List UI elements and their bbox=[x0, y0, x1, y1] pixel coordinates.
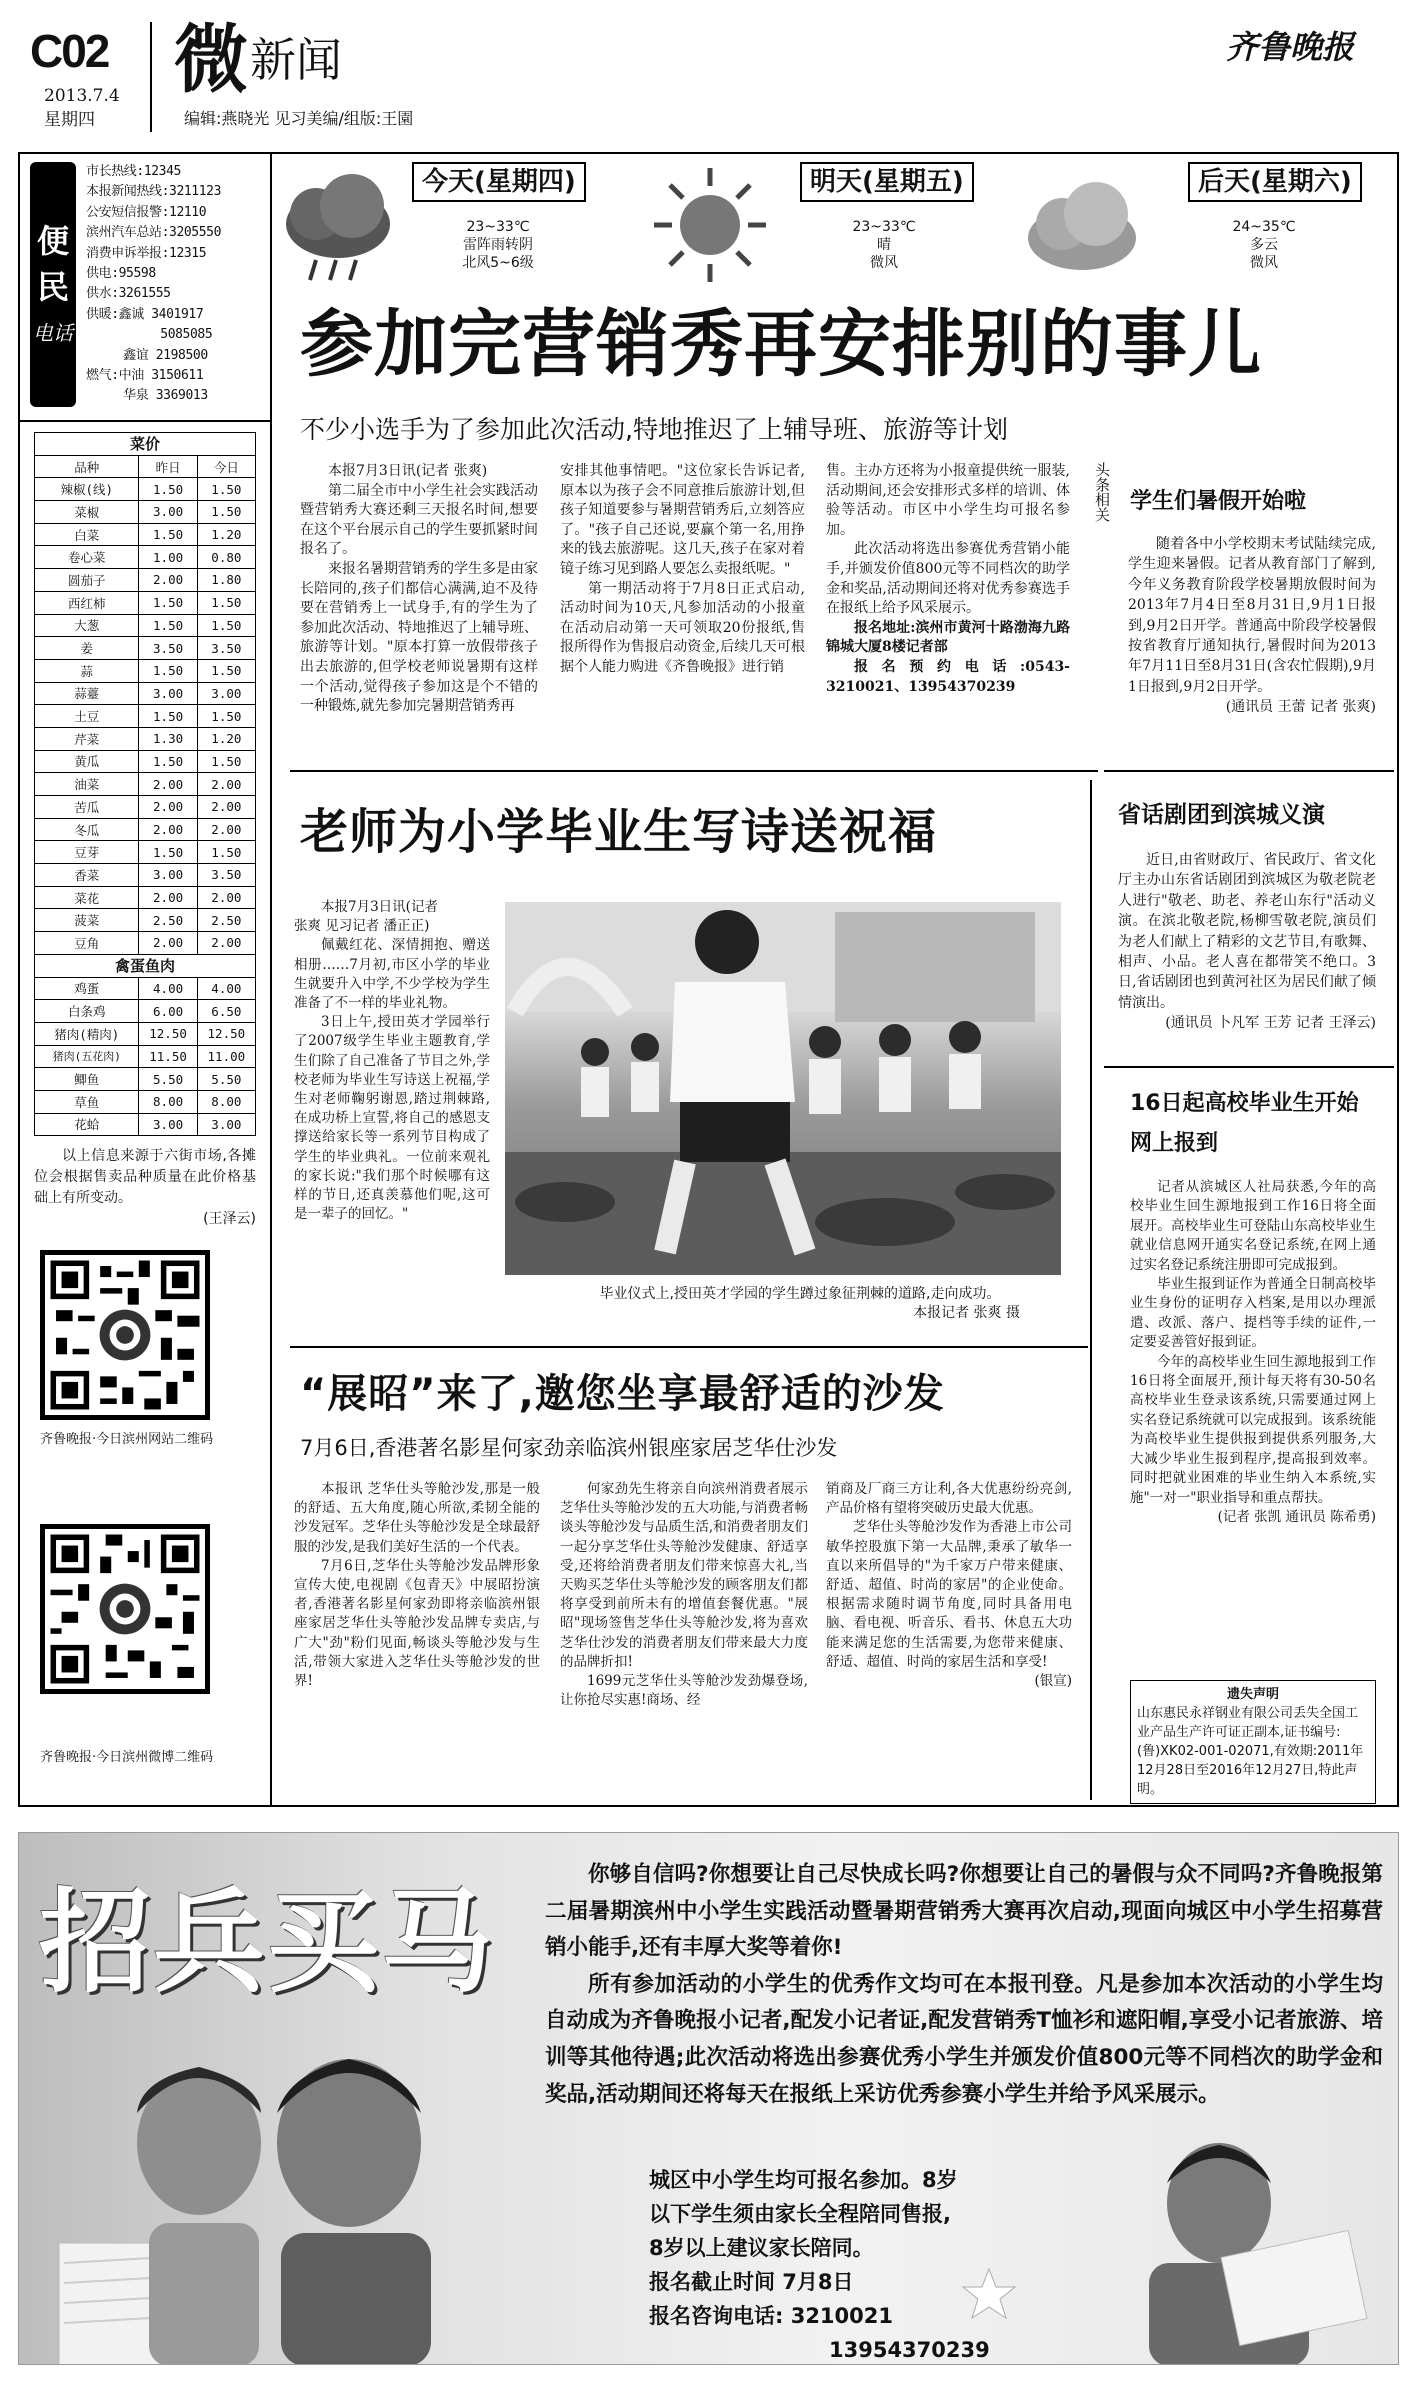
notice-title: 遗失声明 bbox=[1226, 1687, 1279, 1702]
cell: 土豆 bbox=[35, 705, 139, 728]
cell: 3.00 bbox=[139, 682, 197, 705]
weather-day-label: 今天(星期四) bbox=[412, 162, 586, 202]
table-row bbox=[35, 796, 256, 819]
graduation-photo-image bbox=[505, 902, 1061, 1275]
lead-paragraph: 第二届全市中小学生社会实践活动暨营销秀大赛还剩三天报名时间,想要在这个平台展示自己的学生要抓紧时间报名了。 bbox=[300, 482, 538, 558]
cell: 蒜薹 bbox=[35, 682, 139, 705]
cell: 3.00 bbox=[139, 864, 197, 887]
table-row bbox=[35, 1068, 256, 1091]
cell: 5.50 bbox=[197, 1068, 255, 1091]
cell: 2.00 bbox=[139, 932, 197, 955]
lead-col-3 bbox=[826, 462, 1070, 697]
weather-cond: 雷阵雨转阴 bbox=[463, 237, 533, 253]
sofa-paragraph: 本报讯 芝华仕头等舱沙发,那是一般的舒适、五大角度,随心所欲,柔韧全能的沙发冠军。芝华仕头等舱沙发是全球最舒服的沙发,是我们美好生活的一个代表。 bbox=[294, 1481, 540, 1555]
grad-body bbox=[1130, 1178, 1376, 1527]
qr-code-icon bbox=[45, 1255, 205, 1415]
cell: 3.00 bbox=[139, 501, 197, 524]
cell: 猪肉(五花肉) bbox=[35, 1045, 139, 1068]
cell: 6.00 bbox=[139, 1000, 197, 1023]
cell: 3.00 bbox=[139, 1113, 197, 1136]
ad-paragraph: 你够自信吗?你想要让自己尽快成长吗?你想要让自己的暑假与众不同吗?齐鲁晚报第二届暑期滨州中小学生实践活动暨暑期营销秀大赛再次启动,现面向城区中小学生招募营销小能手,还有丰厚大奖等着你! bbox=[545, 1862, 1383, 1961]
table-row bbox=[35, 1113, 256, 1136]
sofa-col-2 bbox=[560, 1480, 808, 1710]
grad-byline: (记者 张凯 通讯员 陈希勇) bbox=[1217, 1508, 1376, 1525]
cell: 1.50 bbox=[139, 523, 197, 546]
cell: 草鱼 bbox=[35, 1090, 139, 1113]
weibo-qr-code[interactable] bbox=[40, 1524, 210, 1694]
cell: 豆芽 bbox=[35, 841, 139, 864]
sofa-headline: “展昭”来了,邀您坐享最舒适的沙发 bbox=[300, 1371, 945, 1417]
lead-col-1 bbox=[300, 462, 538, 717]
table-row bbox=[35, 977, 256, 1000]
table-row bbox=[35, 727, 256, 750]
cell: 1.50 bbox=[197, 614, 255, 637]
lead-headline: 参加完营销秀再安排别的事儿 bbox=[300, 302, 1262, 387]
lead-paragraph: 第一期活动将于7月8日正式启动,活动时间为10天,凡参加活动的小报童在活动启动第一天可领取20份报纸,售报所得作为售报启动资金,后续几天可根据个人能力购进《齐鲁晚报》进行销 bbox=[560, 580, 805, 675]
teacher-divider bbox=[290, 1346, 1088, 1348]
weekday-text: 星期四 bbox=[44, 110, 95, 130]
lead-col-2 bbox=[560, 462, 805, 678]
section-logo-rest: 新闻 bbox=[250, 33, 342, 87]
photo-caption-text: 毕业仪式上,授田英才学园的学生蹲过象征荆棘的道路,走向成功。 bbox=[599, 1286, 1001, 1302]
drama-body bbox=[1118, 850, 1376, 1034]
bianmin-bottom-divider bbox=[20, 420, 272, 422]
date-text: 2013.7.4 bbox=[44, 86, 120, 106]
sofa-paragraph: 销商及厂商三方让利,各大优惠纷纷亮剑,产品价格有望将突破历史最大优惠。 bbox=[826, 1481, 1072, 1517]
weather-day-label: 后天(星期六) bbox=[1188, 162, 1362, 202]
table-row bbox=[35, 569, 256, 592]
table-row bbox=[35, 773, 256, 796]
table-row bbox=[35, 841, 256, 864]
weather-info bbox=[774, 218, 994, 272]
cell: 香菜 bbox=[35, 864, 139, 887]
cell: 豆角 bbox=[35, 932, 139, 955]
cell: 苦瓜 bbox=[35, 796, 139, 819]
cell: 8.00 bbox=[139, 1090, 197, 1113]
phone-line: 燃气:中油 3150611 bbox=[86, 368, 204, 384]
right-column-divider bbox=[1090, 780, 1092, 1800]
cell: 2.00 bbox=[197, 886, 255, 909]
cell: 3.00 bbox=[197, 682, 255, 705]
market-note bbox=[34, 1146, 256, 1230]
cell: 1.50 bbox=[197, 841, 255, 864]
cell: 6.50 bbox=[197, 1000, 255, 1023]
left-column-divider bbox=[270, 420, 272, 1805]
lead-divider bbox=[290, 770, 1098, 772]
grad-paragraph: 今年的高校毕业生回生源地报到工作16日将全面展开,预计每天将有30-50名高校毕业生登录该系统,只需要通过网上实名登记系统就可以完成报到。该系统能为高校毕业生提供报到提供系列服务,大大减少毕业生报到程序,提高报到效率。同时把就业困难的毕业生纳入本系统,实施"一对一"职业指导和重点帮扶。 bbox=[1130, 1353, 1376, 1506]
drama-headline: 省话剧团到滨城义演 bbox=[1118, 802, 1325, 828]
teacher-paragraph: 3日上午,授田英才学园举行了2007级学生毕业主题教育,学生们除了自己准备了节目之外,学校老师为毕业生写诗送上祝福,学生对老师鞠躬谢恩,踏过荆棘路,在成功桥上宣誓,将自己的感恩支撑送给家长等一系列节目构成了学生的毕业典礼。一位前来观礼的家长说:"我们那个时候哪有这样的节日,还真羡慕他们呢,这可是一辈子的回忆。" bbox=[294, 1014, 490, 1223]
table-row bbox=[35, 750, 256, 773]
cell: 菜椒 bbox=[35, 501, 139, 524]
cell: 1.20 bbox=[197, 523, 255, 546]
website-qr-code[interactable] bbox=[40, 1250, 210, 1420]
lead-paragraph: 本报7月3日讯(记者 张爽) bbox=[328, 463, 488, 479]
cell: 卷心菜 bbox=[35, 546, 139, 569]
table-row bbox=[35, 478, 256, 501]
teacher-paragraph: 本报7月3日讯(记者 bbox=[321, 899, 438, 915]
table-row bbox=[35, 705, 256, 728]
weather-temp: 23~33℃ bbox=[852, 219, 916, 235]
website-qr-caption: 齐鲁晚报·今日滨州网站二维码 bbox=[40, 1432, 214, 1447]
teacher-paragraph: 张爽 见习记者 潘正正) bbox=[294, 918, 430, 935]
cell: 花蛤 bbox=[35, 1113, 139, 1136]
cell: 11.00 bbox=[197, 1045, 255, 1068]
ad-title: 招兵买马 bbox=[39, 1877, 495, 2008]
grad-paragraph: 毕业生报到证作为普通全日制高校毕业生身份的证明存入档案,是用以办理派遣、改派、落户、提档等手续的证件,一定要妥善管好报到证。 bbox=[1130, 1276, 1376, 1351]
ad-deadline: 报名截止时间 7月8日 bbox=[649, 2270, 854, 2294]
table-row bbox=[35, 637, 256, 660]
cell: 1.30 bbox=[139, 727, 197, 750]
ad-text bbox=[545, 1857, 1383, 2113]
cell: 1.00 bbox=[139, 546, 197, 569]
cell: 黄瓜 bbox=[35, 750, 139, 773]
col-header: 品种 bbox=[35, 455, 139, 478]
bianmin-divider bbox=[270, 152, 272, 420]
lost-notice bbox=[1130, 1680, 1376, 1804]
page-code: C02 bbox=[30, 25, 109, 77]
teacher-headline: 老师为小学毕业生写诗送祝福 bbox=[300, 804, 938, 860]
cell: 芹菜 bbox=[35, 727, 139, 750]
weather-cond: 多云 bbox=[1250, 237, 1278, 253]
related-divider bbox=[1104, 770, 1394, 772]
phone-line: 华泉 3369013 bbox=[86, 388, 208, 404]
phone-line: 消费申诉举报:12315 bbox=[86, 245, 207, 261]
phone-line: 鑫谊 2198500 bbox=[86, 347, 208, 363]
ad-phone: 报名咨询电话: 3210021 bbox=[649, 2304, 893, 2328]
cell: 1.50 bbox=[197, 501, 255, 524]
lead-paragraph: 安排其他事情吧。"这位家长告诉记者,原本以为孩子会不同意推后旅游计划,但孩子知道要参与暑期营销秀后,立刻答应了。"孩子自己还说,要赢个第一名,用挣来的钱去旅游呢。这几天,孩子在家对着镜子练习见到路人要怎么卖报纸呢。" bbox=[560, 463, 805, 577]
storm-cloud-icon bbox=[276, 162, 400, 288]
drama-byline: (通讯员 卜凡军 王芳 记者 王泽云) bbox=[1165, 1015, 1376, 1032]
market-note-text: 以上信息来源于六街市场,各摊位会根据售卖品种质量在此价格基础上有所变动。 bbox=[34, 1148, 256, 1206]
cloudy-icon bbox=[1020, 162, 1144, 288]
table-row bbox=[35, 1000, 256, 1023]
cell: 2.50 bbox=[139, 909, 197, 932]
cell: 2.00 bbox=[197, 796, 255, 819]
cell: 菠菜 bbox=[35, 909, 139, 932]
teacher-body bbox=[294, 898, 490, 1224]
phone-line: 供暖:鑫诚 3401917 bbox=[86, 306, 204, 322]
grad-headline: 16日起高校毕业生开始网上报到 bbox=[1130, 1091, 1359, 1156]
col-header: 昨日 bbox=[139, 455, 197, 478]
notice-body: 山东惠民永祥钢业有限公司丢失全国工业产品生产许可证正副本,证书编号:(鲁)XK02-001-02071,有效期:2011年12月28日至2016年12月27日,特此声明。 bbox=[1137, 1706, 1364, 1797]
table-row bbox=[35, 614, 256, 637]
bianmin-title: 便民 bbox=[36, 222, 69, 306]
phone-line: 本报新闻热线:3211123 bbox=[86, 184, 222, 200]
related-body bbox=[1128, 534, 1376, 718]
cell: 冬瓜 bbox=[35, 818, 139, 841]
cell: 3.00 bbox=[197, 1113, 255, 1136]
cell: 2.00 bbox=[197, 932, 255, 955]
ad-phone-2: 13954370239 bbox=[829, 2338, 990, 2362]
paper-name: 齐鲁晚报 bbox=[1226, 28, 1355, 66]
children-photo bbox=[49, 1993, 459, 2365]
cell: 圆茄子 bbox=[35, 569, 139, 592]
table-row bbox=[35, 886, 256, 909]
cell: 1.50 bbox=[139, 750, 197, 773]
market-title-2: 禽蛋鱼肉 bbox=[35, 954, 256, 977]
ad-registration bbox=[649, 2163, 1069, 2365]
grad-paragraph: 记者从滨城区人社局获悉,今年的高校毕业生回生源地报到工作16日将全面展开。高校毕业生可登陆山东高校毕业生就业信息网开通实名登记系统,在网上通过实名登记系统注册即可完成报到。 bbox=[1130, 1179, 1376, 1273]
cell: 2.00 bbox=[197, 818, 255, 841]
section-logo-big: 微 bbox=[174, 17, 248, 103]
phone-line: 供电:95598 bbox=[86, 266, 156, 282]
table-row bbox=[35, 682, 256, 705]
table-row bbox=[35, 818, 256, 841]
qr-code-icon bbox=[45, 1529, 205, 1689]
table-row bbox=[35, 909, 256, 932]
ad-line: 城区中小学生均可报名参加。8岁 bbox=[649, 2168, 958, 2192]
lead-address: 报名地址:滨州市黄河十路渤海九路锦城大厦8楼记者部 bbox=[826, 619, 1070, 656]
teacher-paragraph: 佩戴红花、深情拥抱、赠送相册……7月初,市区小学的毕业生就要升入中学,不少学校为学生准备了不一样的毕业礼物。 bbox=[294, 937, 490, 1012]
phone-line: 滨州汽车总站:3205550 bbox=[86, 225, 222, 241]
cell: 菜花 bbox=[35, 886, 139, 909]
cell: 11.50 bbox=[139, 1045, 197, 1068]
market-byline: (王泽云) bbox=[203, 1211, 256, 1227]
cell: 5.50 bbox=[139, 1068, 197, 1091]
sofa-sign: (银宣) bbox=[1034, 1673, 1072, 1690]
cell: 8.00 bbox=[197, 1090, 255, 1113]
drama-paragraph: 近日,由省财政厅、省民政厅、省文化厅主办山东省话剧团到滨城区为敬老院老人进行"敬老、助老、养老山东行"活动义演。在滨北敬老院,杨柳雪敬老院,演员们为老人们献上了精彩的文艺节目,有歌舞、相声、小品。老人喜在都带笑不绝口。3日,省话剧团也到黄河社区为居民们献了倾情演出。 bbox=[1118, 852, 1376, 1011]
cell: 2.00 bbox=[139, 773, 197, 796]
phone-list bbox=[86, 162, 250, 407]
table-row bbox=[35, 864, 256, 887]
ad-paragraph: 所有参加活动的小学生的优秀作文均可在本报刊登。凡是参加本次活动的小学生均自动成为齐鲁晚报小记者,配发小记者证,配发营销秀T恤衫和遮阳帽,享受小记者旅游、培训等其他待遇;此次活动将选出参赛优秀小学生并颁发价值800元等不同档次的助学金和奖品,活动期间还将每天在报纸上采访优秀参赛小学生并给予风采展示。 bbox=[545, 1971, 1383, 2107]
cell: 12.50 bbox=[197, 1022, 255, 1045]
boy-with-newspapers-photo bbox=[1079, 2123, 1379, 2365]
table-row bbox=[35, 591, 256, 614]
cell: 西红柿 bbox=[35, 591, 139, 614]
photo-credit: 本报记者 张爽 摄 bbox=[913, 1305, 1020, 1321]
sofa-paragraph: 7月6日,芝华仕头等舱沙发品牌形象宣传大使,电视剧《包青天》中展昭扮演者,香港著名影星何家劲即将亲临滨州银座家居芝华仕头等舱沙发品牌专卖店,与广大"劲"粉们见面,畅谈头等舱沙发与生活,带领大家进入芝华仕头等舱沙发的世界! bbox=[294, 1557, 540, 1690]
weather-cond: 晴 bbox=[877, 237, 891, 253]
sofa-col-1 bbox=[294, 1480, 540, 1691]
weather-day-after bbox=[1020, 162, 1374, 302]
weibo-qr-caption: 齐鲁晚报·今日滨州微博二维码 bbox=[40, 1750, 214, 1765]
sofa-dek: 7月6日,香港著名影星何家劲亲临滨州银座家居芝华仕沙发 bbox=[300, 1436, 838, 1460]
cell: 2.00 bbox=[139, 796, 197, 819]
cell: 白菜 bbox=[35, 523, 139, 546]
ad-line: 8岁以上建议家长陪同。 bbox=[649, 2236, 874, 2260]
cell: 鲫鱼 bbox=[35, 1068, 139, 1091]
drama-divider bbox=[1104, 1066, 1394, 1068]
cell: 猪肉(精肉) bbox=[35, 1022, 139, 1045]
related-label: 头条相关 bbox=[1093, 462, 1111, 522]
cell: 2.00 bbox=[139, 569, 197, 592]
weather-temp: 23~33℃ bbox=[466, 219, 530, 235]
cell: 2.00 bbox=[197, 773, 255, 796]
photo-caption bbox=[540, 1285, 1060, 1323]
cell: 12.50 bbox=[139, 1022, 197, 1045]
sofa-col-3 bbox=[826, 1480, 1072, 1691]
ad-line: 以下学生须由家长全程陪同售报, bbox=[649, 2202, 951, 2226]
cell: 蒜 bbox=[35, 659, 139, 682]
table-row bbox=[35, 659, 256, 682]
recruitment-ad bbox=[18, 1832, 1399, 2365]
cell: 3.50 bbox=[197, 864, 255, 887]
cell: 大葱 bbox=[35, 614, 139, 637]
cell: 4.00 bbox=[197, 977, 255, 1000]
cell: 3.50 bbox=[197, 637, 255, 660]
lead-paragraph: 此次活动将选出参赛优秀营销小能手,并颁发价值800元等不同档次的助学金和奖品,活动期间还将对优秀参赛选手在报纸上给予风采展示。 bbox=[826, 541, 1070, 617]
masthead-divider bbox=[150, 22, 152, 132]
table-row bbox=[35, 501, 256, 524]
issue-date bbox=[44, 84, 120, 132]
lead-dek: 不少小选手为了参加此次活动,特地推迟了上辅导班、旅游等计划 bbox=[300, 415, 1008, 444]
weather-tomorrow bbox=[648, 162, 1002, 302]
section-logo bbox=[174, 17, 342, 103]
cell: 1.50 bbox=[139, 659, 197, 682]
market-price-table bbox=[34, 432, 256, 1136]
cell: 1.50 bbox=[139, 614, 197, 637]
cell: 1.50 bbox=[139, 841, 197, 864]
weather-info bbox=[388, 218, 608, 272]
cell: 1.20 bbox=[197, 727, 255, 750]
cell: 1.50 bbox=[197, 591, 255, 614]
phone-line: 公安短信报警:12110 bbox=[86, 204, 207, 220]
cell: 1.50 bbox=[197, 659, 255, 682]
weather-info bbox=[1154, 218, 1374, 272]
related-paragraph: 随着各中小学校期末考试陆续完成,学生迎来暑假。记者从教育部门了解到,今年义务教育阶段学校暑期放假时间为2013年7月4日至8月31日,9月1日报到,9月2日开学。普通高中阶段学校暑假按省教育厅通知执行,暑假时间为2013年7月11日至8月31日(含农忙假期),9月1日报到,9月2日开学。 bbox=[1128, 536, 1376, 695]
cell: 4.00 bbox=[139, 977, 197, 1000]
lead-paragraph: 售。主办方还将为小报童提供统一服装,活动期间,还会安排形式多样的培训、体验等活动。市区中小学生均可报名参加。 bbox=[826, 463, 1070, 538]
cell: 1.50 bbox=[197, 750, 255, 773]
cell: 1.50 bbox=[197, 478, 255, 501]
cell: 2.00 bbox=[139, 818, 197, 841]
phone-line: 供水:3261555 bbox=[86, 286, 171, 302]
weather-wind: 微风 bbox=[1250, 255, 1278, 271]
bianmin-subtitle: 电话 bbox=[33, 321, 73, 345]
phone-line: 5085085 bbox=[86, 327, 213, 343]
col-header: 今日 bbox=[197, 455, 255, 478]
bianmin-label bbox=[30, 162, 76, 407]
sofa-paragraph: 1699元芝华仕头等舱沙发劲爆登场,让你抢尽实惠!商场、经 bbox=[560, 1673, 808, 1709]
weather-day-label: 明天(星期五) bbox=[800, 162, 974, 202]
cell: 辣椒(线) bbox=[35, 478, 139, 501]
sofa-paragraph: 何家劲先生将亲自向滨州消费者展示芝华仕头等舱沙发的五大功能,与消费者畅谈头等舱沙发与品质生活,和消费者朋友们一起分享芝华仕头等舱沙发健康、舒适享受,还将给消费者朋友们带来惊喜大礼,当天购买芝华仕头等舱沙发的顾客朋友们都将享受到前所未有的增值套餐优惠。"展昭"现场签售芝华仕头等舱沙发,将为喜欢芝华仕沙发的消费者朋友们带来最大力度的品牌折扣! bbox=[560, 1481, 808, 1670]
cell: 白条鸡 bbox=[35, 1000, 139, 1023]
related-byline: (通讯员 王蕾 记者 张爽) bbox=[1225, 699, 1376, 716]
lead-phone: 报名预约电话:0543-3210021、13954370239 bbox=[826, 658, 1070, 695]
table-row bbox=[35, 1045, 256, 1068]
weather-wind: 北风5~6级 bbox=[462, 255, 534, 271]
cell: 姜 bbox=[35, 637, 139, 660]
cell: 1.50 bbox=[139, 478, 197, 501]
cell: 油菜 bbox=[35, 773, 139, 796]
table-row bbox=[35, 523, 256, 546]
phone-line: 市长热线:12345 bbox=[86, 164, 181, 179]
cell: 2.00 bbox=[139, 886, 197, 909]
cell: 1.50 bbox=[139, 591, 197, 614]
cell: 鸡蛋 bbox=[35, 977, 139, 1000]
cell: 2.50 bbox=[197, 909, 255, 932]
table-row bbox=[35, 932, 256, 955]
market-title: 菜价 bbox=[35, 433, 256, 456]
sofa-paragraph: 芝华仕头等舱沙发作为香港上市公司敏华控股旗下第一大品牌,秉承了敏华一直以来所倡导的"为千家万户带来健康、舒适、超值、时尚的家居"的企业使命。根据需求随时调节角度,同时具备用电脑、看电视、听音乐、看书、休息五大功能来满足您的生活需要,为您带来健康、舒适、超值、时尚的家居生活和享受! bbox=[826, 1519, 1072, 1670]
related-headline: 学生们暑假开始啦 bbox=[1130, 489, 1307, 514]
weather-temp: 24~35℃ bbox=[1232, 219, 1296, 235]
cell: 1.50 bbox=[197, 705, 255, 728]
cell: 0.80 bbox=[197, 546, 255, 569]
star-icon bbox=[959, 2265, 1019, 2325]
table-row bbox=[35, 546, 256, 569]
table-row bbox=[35, 1022, 256, 1045]
lead-paragraph: 来报名暑期营销秀的学生多是由家长陪同的,孩子们都信心满满,迫不及待要在营销秀上一试身手,有的学生为了参加此次活动、特地推迟了上辅导班、旅游等计划。"原本打算一放假带孩子出去旅游的,但学校老师说暑期有这样一个活动,觉得孩子参加这是个不错的一种锻炼,就先参加完暑期营销秀再 bbox=[300, 560, 538, 715]
cell: 1.50 bbox=[139, 705, 197, 728]
weather-today bbox=[276, 162, 630, 302]
weather-wind: 微风 bbox=[870, 255, 898, 271]
table-row bbox=[35, 1090, 256, 1113]
graduation-photo bbox=[505, 902, 1061, 1275]
cell: 1.80 bbox=[197, 569, 255, 592]
editors-line: 编辑:燕晓光 见习美编/组版:王園 bbox=[184, 109, 414, 128]
cell: 3.50 bbox=[139, 637, 197, 660]
sun-icon bbox=[648, 162, 772, 288]
